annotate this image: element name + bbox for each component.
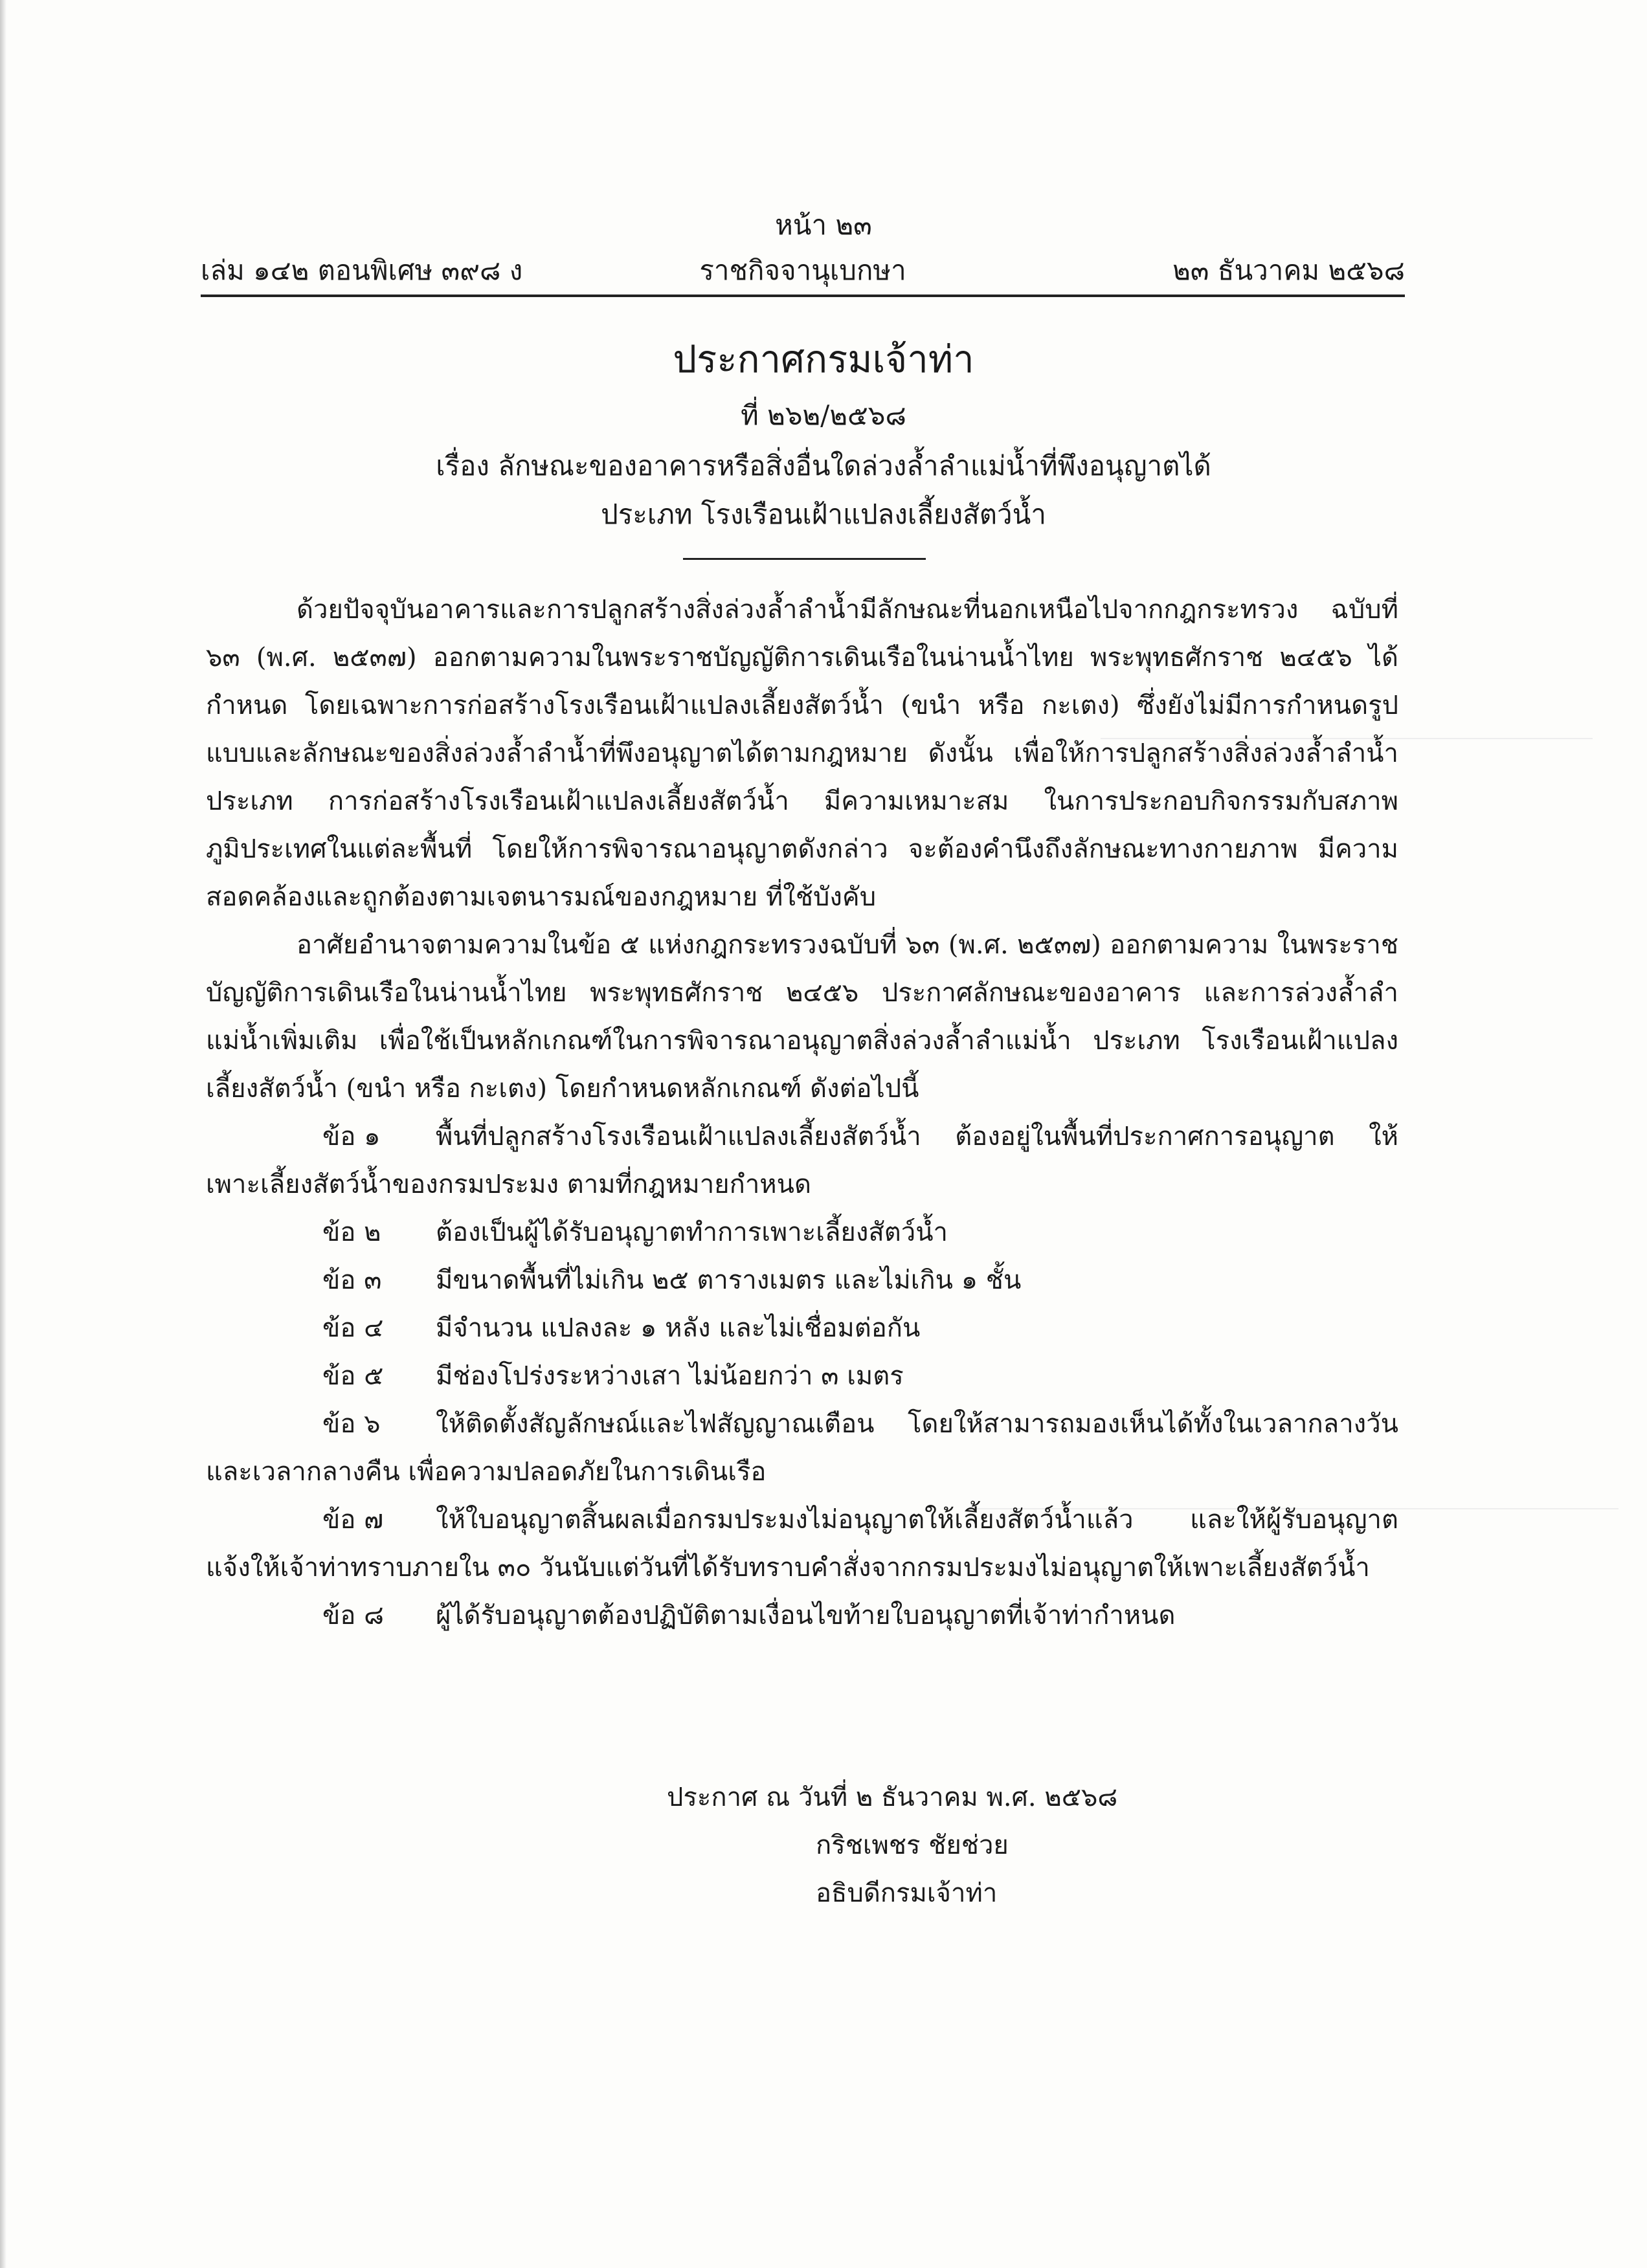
signer-title: อธิบดีกรมเจ้าท่า	[816, 1878, 998, 1908]
clause-item	[206, 1496, 1398, 1592]
clause-number: ข้อ ๖	[322, 1409, 381, 1439]
volume-issue: เล่ม ๑๔๒ ตอนพิเศษ ๓๙๘ ง	[201, 254, 523, 286]
clause-item	[206, 1592, 1398, 1640]
clause-number: ข้อ ๔	[322, 1313, 384, 1343]
signer-name: กริชเพชร ชัยช่วย	[816, 1830, 1009, 1860]
clause-text: มีจำนวน แปลงละ ๑ หลัง และไม่เชื่อมต่อกัน	[436, 1313, 921, 1343]
publication-date: ๒๓ ธันวาคม ๒๕๖๘	[1172, 254, 1405, 286]
gazette-header	[201, 251, 1405, 290]
clause-number: ข้อ ๕	[322, 1361, 384, 1391]
clause-text: ต้องเป็นผู้ได้รับอนุญาตทำการเพาะเลี้ยงสัตว์น้ำ	[436, 1217, 948, 1247]
clause-number: ข้อ ๗	[322, 1505, 384, 1535]
body-paragraph: ด้วยปัจจุบันอาคารและการปลูกสร้างสิ่งล่วงล้ำลำน้ำมีลักษณะที่นอกเหนือไปจากกฎกระทรวง ฉบับที่ ๖๓ (พ.ศ. ๒๕๓๗) ออกตามความในพระราชบัญญัติการเดินเรือในน่านน้ำไทย พระพุทธศักราช ๒๔๕๖ ได้กำหนด โดยเฉพาะการก่อสร้างโรงเรือนเฝ้าแปลงเลี้ยงสัตว์น้ำ (ขนำ หรือ กะเตง) ซึ่งยังไม่มีการกำหนดรูปแบบและลักษณะของสิ่งล่วงล้ำลำน้ำที่พึงอนุญาตได้ตามกฎหมาย ดังนั้น เพื่อให้การปลูกสร้างสิ่งล่วงล้ำลำน้ำ ประเภท การก่อสร้างโรงเรือนเฝ้าแปลงเลี้ยงสัตว์น้ำ มีความเหมาะสม ในการประกอบกิจกรรมกับสภาพภูมิประเทศในแต่ละพื้นที่ โดยให้การพิจารณาอนุญาตดังกล่าว จะต้องคำนึงถึงลักษณะทางกายภาพ มีความสอดคล้องและถูกต้องตามเจตนารมณ์ของกฎหมาย ที่ใช้บังคับ	[206, 595, 1399, 912]
announcement-number: ที่ ๒๖๒/๒๕๖๘	[741, 399, 906, 431]
announcement-subject: เรื่อง ลักษณะของอาคารหรือสิ่งอื่นใดล่วงล้ำลำแม่น้ำที่พึงอนุญาตได้	[436, 450, 1211, 482]
announcement-subject-type: ประเภท โรงเรือนเฝ้าแปลงเลี้ยงสัตว์น้ำ	[601, 498, 1046, 530]
clause-text: มีช่องโปร่งระหว่างเสา ไม่น้อยกว่า ๓ เมตร	[436, 1361, 904, 1391]
publication-name: ราชกิจจานุเบกษา	[699, 254, 906, 286]
clause-item	[206, 1256, 1398, 1304]
clause-number: ข้อ ๘	[322, 1601, 384, 1630]
clause-text: ให้ใบอนุญาตสิ้นผลเมื่อกรมประมงไม่อนุญาตให้เลี้ยงสัตว์น้ำแล้ว และให้ผู้รับอนุญาต แจ้งให้เจ้าท่าทราบภายใน ๓๐ วันนับแต่วันที่ได้รับทราบคำสั่งจากกรมประมงไม่อนุญาตให้เพาะเลี้ยงสัตว์น้ำ	[206, 1505, 1398, 1583]
clause-item	[206, 1304, 1398, 1352]
page-number: หน้า ๒๓	[775, 209, 872, 241]
clause-item	[206, 1113, 1398, 1208]
header-divider	[201, 295, 1405, 297]
clause-number: ข้อ ๑	[322, 1122, 381, 1151]
announcement-body	[206, 586, 1398, 1640]
clause-item	[206, 1352, 1398, 1400]
signature-block	[667, 1773, 1249, 1917]
clause-item	[206, 1208, 1398, 1256]
announced-date: ประกาศ ณ วันที่ ๒ ธันวาคม พ.ศ. ๒๕๖๘	[667, 1783, 1118, 1812]
clause-text: พื้นที่ปลูกสร้างโรงเรือนเฝ้าแปลงเลี้ยงสัตว์น้ำ ต้องอยู่ในพื้นที่ประกาศการอนุญาต ให้เพาะเลี้ยงสัตว์น้ำของกรมประมง ตามที่กฎหมายกำหนด	[206, 1122, 1398, 1199]
body-paragraph: อาศัยอำนาจตามความในข้อ ๕ แห่งกฎกระทรวงฉบับที่ ๖๓ (พ.ศ. ๒๕๓๗) ออกตามความ ในพระราชบัญญัติการเดินเรือในน่านน้ำไทย พระพุทธศักราช ๒๔๕๖ ประกาศลักษณะของอาคาร และการล่วงล้ำลำแม่น้ำเพิ่มเติม เพื่อใช้เป็นหลักเกณฑ์ในการพิจารณาอนุญาตสิ่งล่วงล้ำลำแม่น้ำ ประเภท โรงเรือนเฝ้าแปลงเลี้ยงสัตว์น้ำ (ขนำ หรือ กะเตง) โดยกำหนดหลักเกณฑ์ ดังต่อไปนี้	[206, 930, 1398, 1104]
clause-text: ให้ติดตั้งสัญลักษณ์และไฟสัญญาณเตือน โดยให้สามารถมองเห็นได้ทั้งในเวลากลางวัน และเวลากลางคืน เพื่อความปลอดภัยในการเดินเรือ	[206, 1409, 1398, 1487]
clause-number: ข้อ ๒	[322, 1217, 381, 1247]
title-divider	[683, 558, 926, 560]
clause-text: มีขนาดพื้นที่ไม่เกิน ๒๕ ตารางเมตร และไม่เกิน ๑ ชั้น	[436, 1265, 1022, 1295]
clause-number: ข้อ ๓	[322, 1265, 382, 1295]
announcement-title: ประกาศกรมเจ้าท่า	[673, 337, 974, 381]
clause-item	[206, 1400, 1398, 1496]
clause-text: ผู้ได้รับอนุญาตต้องปฏิบัติตามเงื่อนไขท้ายใบอนุญาตที่เจ้าท่ากำหนด	[436, 1601, 1176, 1630]
